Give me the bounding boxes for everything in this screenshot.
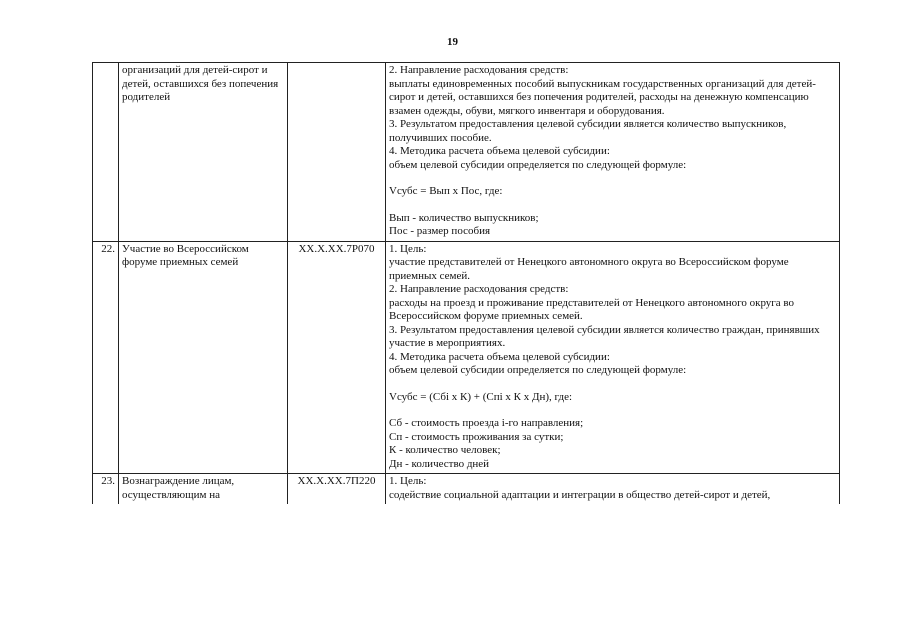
table-row [93,241,840,474]
desc-gap [389,378,836,391]
desc-line: объем целевой субсидии определяется по следующей формуле: [389,364,687,376]
desc-line: Дн - количество дней [389,457,490,470]
desc-gap [389,199,836,212]
row-number: 22. [93,241,119,474]
formula: Vсубс = (Сбi х К) + (Спi х К х Дн), где: [389,390,573,403]
row-name: Участие во Всероссийском форуме приемных семей [119,241,288,474]
desc-line: 4. Методика расчета объема целевой субсидии: [389,145,610,157]
desc-gap [389,172,836,185]
desc-line: К - количество человек; [389,444,501,456]
desc-line: 1. Цель: [389,475,427,487]
desc-line: выплаты единовременных пособий выпускникам государственных организаций для детей-сирот и детей, оставшихся без попечения родителей, расходы на денежную компенсацию взамен одежды, обуви, мягкого инвентаря и оборудования. [389,77,816,117]
row-description [386,241,840,474]
desc-line: 1. Цель: [389,242,427,255]
desc-line: Сп - стоимость проживания за сутки; [389,430,564,443]
desc-line: 3. Результатом предоставления целевой субсидии является количество выпускников, получивших пособие. [389,118,789,144]
desc-gap [389,404,836,417]
row-code: XX.X.XX.7P070 [288,241,386,474]
row-name: Вознаграждение лицам, осуществляющим на [119,474,288,505]
desc-line: содействие социальной адаптации и интеграции в общество детей-сирот и детей, [389,488,771,501]
formula: Vсубс = Вып х Пос, где: [389,185,503,197]
desc-line: участие представителей от Ненецкого автономного округа во Всероссийском форуме приемных семей. [389,256,792,282]
row-number: 23. [93,474,119,505]
desc-line: Вып - количество выпускников; [389,211,539,224]
row-code: XX.X.XX.7П220 [288,474,386,505]
desc-line: объем целевой субсидии определяется по следующей формуле: [389,158,687,171]
row-description [386,63,840,242]
desc-line: Сб - стоимость проезда i-го направления; [389,417,584,429]
row-name: организаций для детей-сирот и детей, оставшихся без попечения родителей [119,63,288,242]
subsidy-table [92,62,840,504]
table-row [93,474,840,505]
table-row [93,63,840,242]
desc-line: 3. Результатом предоставления целевой субсидии является количество граждан, принявших участие в мероприятиях. [389,323,823,349]
row-number [93,63,119,242]
row-description [386,474,840,505]
desc-line: 2. Направление расходования средств: [389,283,569,295]
desc-line: Пос - размер пособия [389,225,491,237]
desc-line: расходы на проезд и проживание представителей от Ненецкого автономного округа во Всероссийском форуме приемных семей. [389,296,797,322]
row-code [288,63,386,242]
desc-line: 2. Направление расходования средств: [389,64,569,76]
desc-line: 4. Методика расчета объема целевой субсидии: [389,350,610,363]
page-number: 19 [447,36,458,48]
